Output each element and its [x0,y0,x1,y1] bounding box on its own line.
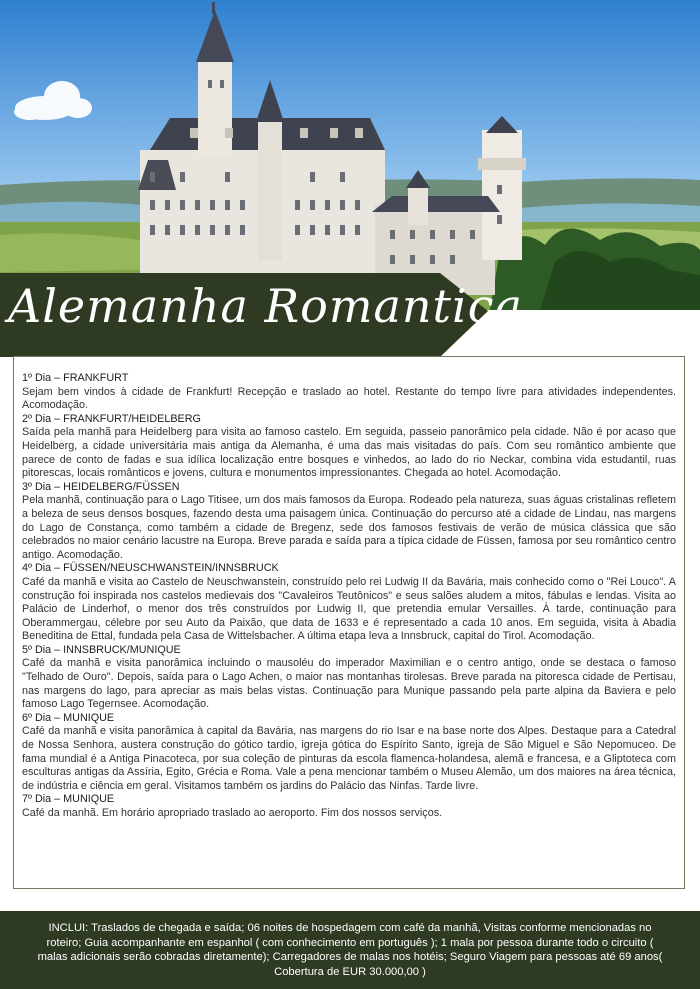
day-1 [22,372,676,413]
day-heading: 1º Dia – FRANKFURT [22,372,129,384]
day-description: Café da manhã e visita panorâmica à capital da Bavária, nas margens do rio Isar e na base norte dos Alpes. Destaque para a Catedral de Nossa Senhora, austera construção do gótico tardio, igreja gótica do Espírito Santo, igreja de São Miguel e São Nepomuceo. De fama mundial é a Antiga Pinacoteca, por sua coleção de pinturas da escola flamenca-holandesa, alemã e francesa, e a Gliptoteca com esculturas antigas da Assíria, Egito, Grécia e Roma. Vale a pena mencionar também o Museu Alemão, um dos maiores na área técnica, de indústria e ciência em geral. Visitamos também os jardins do Palácio das Ninfas. Tarde livre. [22,725,676,792]
day-heading: 2º Dia – FRANKFURT/HEIDELBERG [22,412,201,425]
day-description: Café da manhã e visita panorâmica incluindo o mausoléu do imperador Maximilian e o centro antigo, onde se destaca o famoso "Telhado de Ouro". Depois, saída para o Lago Achen, o maior nas montanhas tirolesas. Breve parada na pitoresca cidade de Pertisau, nas margens do lago, para apreciar as mais belas vistas. Continuação para Munique passando pela parte alpina da Baviera e pelo famoso Lago Tegernsee. Acomodação. [22,657,676,711]
day-heading: 3º Dia – HEIDELBERG/FÜSSEN [22,480,180,493]
day-description: Café da manhã. Em horário apropriado traslado ao aeroporto. Fim dos nossos serviços. [22,807,443,819]
itinerary-box [13,356,685,889]
day-2 [22,413,676,481]
day-4 [22,562,676,644]
page-title: Alemanha Romantica [8,279,523,333]
day-7 [22,793,676,820]
day-description: Sejam bem vindos à cidade de Frankfurt! Recepção e traslado ao hotel. Restante do tempo livre para atividades independentes. Acomodação. [22,385,676,412]
day-description: Saída pela manhã para Heidelberg para visita ao famoso castelo. Em seguida, passeio panorâmico pela cidade. Não é por acaso que Heidelberg, a cidade universitária mais antiga da Alemanha, é uma das mais visitadas do país. Com seu romântico ambiente que parece de conto de fadas e sua idílica localização entre bosques e vinhedos, ao lado do rio Neckar, combina vida estudantil, ruas pitorescas, locais românticos e jovens, cultura e monumentos impressionantes. Chegada ao hotel. Acomodação. [22,426,676,480]
castle-landscape-photo [0,0,700,310]
day-heading: 5º Dia – INNSBRUCK/MUNIQUE [22,643,181,656]
day-heading: 6º Dia – MUNIQUE [22,711,115,724]
title-banner [0,273,523,357]
castle-landscape-icon [0,0,700,310]
day-description: Café da manhã e visita ao Castelo de Neuschwanstein, construído pelo rei Ludwig II da Bavária, mais conhecido como o "Rei Louco". A construção foi inspirada nos castelos medievais dos "Cavaleiros Teutônicos" e seus salões aludem a mitos, fábulas e lendas. Visita ao Palácio de Linderhof, o menor dos três construídos por Ludwig II, que pretendia emular Versailles. À tarde, continuação para Oberammergau, célebre por seu Auto da Paixão, que data de 1633 e é representado a cada 10 anos. Em seguida, visita à Abadia Beneditina de Ettal, fundada pela Casa de Wittelsbacher. A última etapa leva a Innsbruck, capital do Tirol. Acomodação. [22,575,676,643]
day-heading: 7º Dia – MUNIQUE [22,793,115,806]
day-3 [22,481,676,563]
inclusions-footer: INCLUI: Traslados de chegada e saída; 06 noites de hospedagem com café da manhã, Visitas conforme mencionadas no roteiro; Guia acompanhante em espanhol ( com conhecimento em português ); 1 mala por pessoa durante todo o circuito ( malas adicionais serão cobradas diretamente); Carregadores de malas nos hotéis; Seguro Viagem para pessoas até 69 anos( Cobertura de EUR 30.000,00 ) [0,911,700,989]
day-5 [22,644,676,712]
day-6 [22,712,676,794]
day-heading: 4º Dia – FÜSSEN/NEUSCHWANSTEIN/INNSBRUCK [22,562,279,575]
day-description: Pela manhã, continuação para o Lago Titisee, um dos mais famosos da Europa. Rodeado pela natureza, suas águas cristalinas refletem a beleza de seus densos bosques, fazendo desta uma paisagem única. Continuação do percurso até a cidade de Lindau, nas margens do Lago de Constança, como também a cidade de Bregenz, sede dos famosos festivais de verão de música clássica que são celebrados no maior cenário lacustre na Europa. Breve parada e saída para a típica cidade de Füssen, famosa por seu romântico centro antigo. Acomodação. [22,494,676,561]
